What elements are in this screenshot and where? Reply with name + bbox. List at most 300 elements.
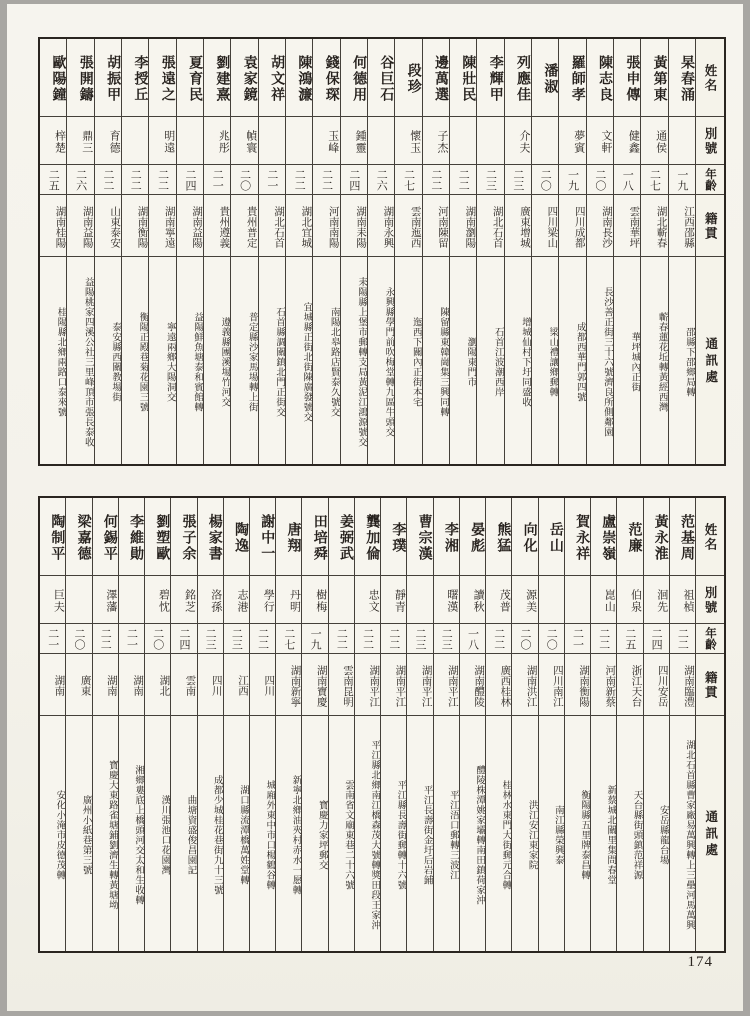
person-alias-cell: 通侯	[641, 117, 667, 165]
person-address-cell: 瀏陽東門市	[465, 336, 476, 387]
person-origin-cell: 雲南	[171, 654, 196, 716]
person-address-cell: 寶慶力家坪郵交	[316, 799, 327, 870]
person-age-cell: 一九	[302, 624, 327, 654]
person-address-cell: 新蔡城北關里集問春堂	[605, 784, 616, 885]
person-address-cell: 寧遠兩鄉大陽洞交	[164, 321, 175, 402]
person-alias-cell	[177, 117, 203, 165]
person-column	[170, 498, 196, 951]
person-origin-cell: 河南新蔡	[591, 654, 616, 716]
person-address-cell: 遵義縣團溪場竹河交	[219, 316, 230, 407]
person-column	[531, 39, 558, 464]
person-name-cell: 賀永祥	[565, 498, 590, 576]
person-origin-cell: 山東泰安	[95, 195, 121, 257]
person-age-cell: 二〇	[539, 624, 564, 654]
person-age-cell: 二五	[617, 624, 642, 654]
person-age-cell: 二二	[313, 165, 339, 195]
person-column	[616, 498, 642, 951]
person-alias-cell: 洄先	[644, 576, 669, 624]
person-origin-cell: 雲南昆明	[329, 654, 354, 716]
person-alias-cell: 崑山	[591, 576, 616, 624]
person-column	[275, 498, 301, 951]
person-alias-cell: 樹梅	[302, 576, 327, 624]
person-age-cell: 二七	[395, 165, 421, 195]
person-address-cell: 衡陽正殿巷菊花園三號	[137, 311, 148, 412]
person-age-cell: 二〇	[532, 165, 558, 195]
person-address-cell: 南陽北皋路店賢泰久號交	[328, 306, 339, 417]
person-alias-cell: 茂普	[486, 576, 511, 624]
person-name-cell: 李維勛	[119, 498, 144, 576]
person-column	[558, 39, 585, 464]
person-address-cell: 成都西華門郭四號	[574, 321, 585, 402]
person-name-cell: 李璞	[381, 498, 406, 576]
person-age-cell: 一八	[614, 165, 640, 195]
person-age-cell: 二一	[119, 624, 144, 654]
person-origin-cell: 江西邵縣	[669, 195, 695, 257]
person-column	[92, 498, 118, 951]
row-header-alias: 別號	[696, 117, 724, 165]
person-alias-cell: 幀寰	[231, 117, 257, 165]
person-origin-cell: 江西	[224, 654, 249, 716]
person-origin-cell: 河南陳留	[423, 195, 449, 257]
person-alias-cell: 祖楨	[670, 576, 695, 624]
person-alias-cell: 碧忱	[145, 576, 170, 624]
person-alias-cell: 曙漢	[434, 576, 459, 624]
person-name-cell: 谷巨石	[368, 39, 394, 117]
person-name-cell: 熊猛	[486, 498, 511, 576]
person-column	[230, 39, 257, 464]
person-age-cell: 二一	[204, 165, 230, 195]
person-alias-cell	[450, 117, 476, 165]
person-address-cell: 平江縣北鄉南江橋森茂大號轉獎田段王家沖	[369, 739, 380, 930]
person-alias-cell	[259, 117, 285, 165]
person-alias-cell	[565, 576, 590, 624]
person-age-cell: 二〇	[587, 165, 613, 195]
person-alias-cell	[122, 117, 148, 165]
person-address-cell: 宜城縣正街北街陳廣發號交	[301, 301, 312, 422]
person-origin-cell: 湖南洪江	[512, 654, 537, 716]
person-address-cell: 石首江波潮西岸	[492, 326, 503, 397]
person-origin-cell: 廣東	[66, 654, 91, 716]
person-origin-cell: 湖南瀏陽	[450, 195, 476, 257]
person-name-cell: 張遠之	[149, 39, 175, 117]
person-column	[340, 39, 367, 464]
person-alias-cell: 學行	[250, 576, 275, 624]
person-alias-cell	[532, 117, 558, 165]
person-name-cell: 范基周	[670, 498, 695, 576]
person-age-cell: 一八	[460, 624, 485, 654]
person-address-cell: 華坪城內正街	[629, 331, 640, 392]
person-column	[406, 498, 432, 951]
person-address-cell: 增城仙村下圩同盛收	[520, 316, 531, 407]
person-origin-cell: 湖南耒陽	[341, 195, 367, 257]
person-column	[394, 39, 421, 464]
person-age-cell: 二七	[276, 624, 301, 654]
person-origin-cell: 四川南江	[539, 654, 564, 716]
person-origin-cell: 湖南衡陽	[122, 195, 148, 257]
person-address-cell: 安岳縣龍台場	[657, 804, 668, 865]
person-alias-cell	[477, 117, 503, 165]
person-column	[485, 498, 511, 951]
person-alias-cell	[368, 117, 394, 165]
person-age-cell: 二〇	[145, 624, 170, 654]
person-age-cell: 二三	[477, 165, 503, 195]
person-column	[249, 498, 275, 951]
person-name-cell: 列應佳	[505, 39, 531, 117]
person-address-cell: 梁山禮讓鄉郵轉	[547, 326, 558, 397]
person-column	[538, 498, 564, 951]
person-address-cell: 平江長壽街金圩后岩鋪	[421, 784, 432, 885]
person-alias-cell	[286, 117, 312, 165]
person-age-cell: 二一	[565, 624, 590, 654]
person-origin-cell: 雲南迤西	[395, 195, 421, 257]
person-age-cell: 一九	[669, 165, 695, 195]
person-age-cell: 二〇	[66, 624, 91, 654]
person-column	[40, 39, 66, 464]
person-column	[40, 498, 65, 951]
person-age-cell: 二三	[224, 624, 249, 654]
person-origin-cell: 湖南益陽	[177, 195, 203, 257]
person-age-cell: 二二	[286, 165, 312, 195]
person-age-cell: 二六	[67, 165, 93, 195]
person-origin-cell: 湖南寧遠	[149, 195, 175, 257]
person-age-cell: 二二	[381, 624, 406, 654]
person-column	[476, 39, 503, 464]
header-column	[695, 498, 724, 951]
person-name-cell: 錢保琛	[313, 39, 339, 117]
person-column	[668, 39, 695, 464]
person-origin-cell: 雲南華坪	[614, 195, 640, 257]
person-name-cell: 陶制平	[40, 498, 65, 576]
person-origin-cell: 湖南平江	[355, 654, 380, 716]
person-age-cell: 二二	[122, 165, 148, 195]
person-origin-cell: 四川	[198, 654, 223, 716]
person-origin-cell: 四川	[250, 654, 275, 716]
person-alias-cell: 兆彤	[204, 117, 230, 165]
person-age-cell: 二〇	[512, 624, 537, 654]
person-column	[197, 498, 223, 951]
person-age-cell: 二五	[40, 165, 66, 195]
person-age-cell: 二二	[149, 165, 175, 195]
person-age-cell: 二二	[670, 624, 695, 654]
person-origin-cell: 湖北石首	[259, 195, 285, 257]
person-origin-cell: 湖南平江	[381, 654, 406, 716]
person-alias-cell: 梓楚	[40, 117, 66, 165]
person-name-cell: 曹宗漢	[407, 498, 432, 576]
person-address-cell: 邵縣下邵鄉局轉	[684, 326, 694, 397]
person-alias-cell: 鍾靈	[341, 117, 367, 165]
person-column	[504, 39, 531, 464]
person-address-cell: 城廂外東中市口楊鶴谷轉	[264, 779, 275, 890]
person-origin-cell: 四川成都	[559, 195, 585, 257]
person-name-cell: 盧崇嶺	[591, 498, 616, 576]
person-name-cell: 姜弼武	[329, 498, 354, 576]
person-alias-cell: 澤藩	[93, 576, 118, 624]
person-alias-cell: 育德	[95, 117, 121, 165]
person-name-cell: 梁嘉德	[66, 498, 91, 576]
person-address-cell: 南江縣榮興泰	[552, 804, 563, 865]
person-name-cell: 邊萬選	[423, 39, 449, 117]
person-column	[118, 498, 144, 951]
person-age-cell: 一九	[559, 165, 585, 195]
person-address-cell: 曲塘資盛俊昌園記	[185, 794, 196, 875]
person-address-cell: 天台縣街頭鎮范祥源	[631, 789, 642, 880]
person-address-cell: 洪江安江東家院	[526, 799, 537, 870]
person-age-cell: 二三	[407, 624, 432, 654]
person-column	[613, 39, 640, 464]
person-address-cell: 雲南省文廟東巷二十六號	[342, 779, 353, 890]
person-age-cell: 二二	[93, 624, 118, 654]
person-origin-cell: 貴州普定	[231, 195, 257, 257]
person-name-cell: 夏育民	[177, 39, 203, 117]
person-address-cell: 平江縣長壽街郵轉十六號	[395, 779, 406, 890]
person-alias-cell: 文軒	[587, 117, 613, 165]
person-column	[459, 498, 485, 951]
person-column	[94, 39, 121, 464]
person-name-cell: 劉塑歐	[145, 498, 170, 576]
row-header-origin: 籍貫	[696, 195, 724, 257]
person-name-cell: 范廉	[617, 498, 642, 576]
person-age-cell: 二二	[486, 624, 511, 654]
person-age-cell: 二二	[250, 624, 275, 654]
person-name-cell: 楊家書	[198, 498, 223, 576]
person-address-cell: 成都少城桂花巷街九十三號	[211, 774, 222, 895]
person-name-cell: 岳山	[539, 498, 564, 576]
person-column	[66, 39, 93, 464]
person-column	[643, 498, 669, 951]
person-name-cell: 陳志良	[587, 39, 613, 117]
person-alias-cell	[407, 576, 432, 624]
person-column	[312, 39, 339, 464]
person-name-cell: 李輝甲	[477, 39, 503, 117]
person-age-cell: 二四	[341, 165, 367, 195]
row-header-name: 姓名	[696, 498, 724, 576]
person-origin-cell: 湖南益陽	[67, 195, 93, 257]
person-age-cell: 二三	[505, 165, 531, 195]
person-column	[433, 498, 459, 951]
person-age-cell: 二七	[641, 165, 667, 195]
person-age-cell: 二三	[198, 624, 223, 654]
person-origin-cell: 湖南新寧	[276, 654, 301, 716]
person-address-cell: 泰安縣西關教場街	[110, 321, 121, 402]
person-name-cell: 何錫平	[93, 498, 118, 576]
person-column	[449, 39, 476, 464]
person-alias-cell	[119, 576, 144, 624]
person-age-cell: 二四	[171, 624, 196, 654]
top-registry-table	[38, 37, 726, 466]
person-address-cell: 衡陽縣五里牌泰昌轉	[579, 789, 590, 880]
person-alias-cell	[66, 576, 91, 624]
person-origin-cell: 湖南	[119, 654, 144, 716]
person-alias-cell: 健鑫	[614, 117, 640, 165]
person-age-cell: 二二	[355, 624, 380, 654]
person-name-cell: 陳鴻濂	[286, 39, 312, 117]
person-age-cell: 二一	[40, 624, 65, 654]
person-origin-cell: 廣東增城	[505, 195, 531, 257]
person-alias-cell: 靜青	[381, 576, 406, 624]
person-name-cell: 李湘	[434, 498, 459, 576]
person-alias-cell: 巨夫	[40, 576, 65, 624]
person-alias-cell: 鼎三	[67, 117, 93, 165]
person-origin-cell: 湖北宜城	[286, 195, 312, 257]
person-origin-cell: 貴州遵義	[204, 195, 230, 257]
person-origin-cell: 湖南醴陵	[460, 654, 485, 716]
person-origin-cell: 湖北	[145, 654, 170, 716]
person-column	[511, 498, 537, 951]
person-column	[590, 498, 616, 951]
person-address-cell: 新寧北鄉油夾村赤水一愿轉	[290, 774, 301, 895]
person-column	[354, 498, 380, 951]
person-address-cell: 廣州小紙巷第三號	[80, 794, 91, 875]
row-header-alias: 別號	[696, 576, 724, 624]
person-column	[422, 39, 449, 464]
person-column	[148, 39, 175, 464]
row-header-address: 通訊處	[703, 336, 718, 387]
person-origin-cell: 湖南衡陽	[565, 654, 590, 716]
person-address-cell: 益陽鮮魚塘泰和賓館轉	[192, 311, 203, 412]
person-alias-cell: 洛孫	[198, 576, 223, 624]
person-address-cell: 湖北石首縣曹家廠易萬興轉上三壘河馬萬興	[684, 739, 694, 930]
person-age-cell: 二一	[259, 165, 285, 195]
person-column	[367, 39, 394, 464]
person-alias-cell	[329, 576, 354, 624]
person-name-cell: 段珍	[395, 39, 421, 117]
person-alias-cell: 夢賓	[559, 117, 585, 165]
person-address-cell: 桂林水東門大街郵元合轉	[500, 779, 511, 890]
person-address-cell: 益陽桃家四溪公社三里峰頂市張長泰收	[82, 276, 93, 447]
person-address-cell: 永興縣學門前吹梅堂轉九區牛頭交	[383, 286, 394, 437]
person-age-cell: 二六	[368, 165, 394, 195]
person-column	[144, 498, 170, 951]
person-name-cell: 張申傳	[614, 39, 640, 117]
person-address-cell: 平江浯口郵轉三波江	[447, 789, 458, 880]
person-origin-cell: 湖南桂陽	[40, 195, 66, 257]
person-age-cell: 二〇	[231, 165, 257, 195]
person-name-cell: 唐翔	[276, 498, 301, 576]
person-alias-cell: 玉峰	[313, 117, 339, 165]
person-column	[380, 498, 406, 951]
person-column	[203, 39, 230, 464]
person-name-cell: 羅師孝	[559, 39, 585, 117]
person-column	[586, 39, 613, 464]
person-address-cell: 醴陵株潭姚家壩轉南田鎮荷家沖	[474, 764, 485, 905]
person-name-cell: 黃第東	[641, 39, 667, 117]
person-origin-cell: 浙江天台	[617, 654, 642, 716]
person-column	[285, 39, 312, 464]
person-column	[301, 498, 327, 951]
person-name-cell: 杲春涌	[669, 39, 695, 117]
person-address-cell: 漢川張池口花園灣	[159, 794, 170, 875]
person-name-cell: 龔加倫	[355, 498, 380, 576]
person-origin-cell: 湖南臨澧	[670, 654, 695, 716]
person-address-cell: 湖口縣流潭橋萬姓堂轉	[238, 784, 249, 885]
person-name-cell: 劉建熹	[204, 39, 230, 117]
person-age-cell: 二三	[434, 624, 459, 654]
person-origin-cell: 湖南	[93, 654, 118, 716]
person-alias-cell: 志港	[224, 576, 249, 624]
person-name-cell: 陳壯民	[450, 39, 476, 117]
person-alias-cell: 懷玉	[395, 117, 421, 165]
person-address-cell: 石首縣調關鎮北門正街交	[274, 306, 285, 417]
person-origin-cell: 湖北石首	[477, 195, 503, 257]
person-alias-cell: 伯泉	[617, 576, 642, 624]
person-alias-cell	[669, 117, 695, 165]
person-name-cell: 胡振甲	[95, 39, 121, 117]
person-address-cell: 迤西下關內正街本宅	[410, 316, 421, 407]
person-origin-cell: 湖南平江	[434, 654, 459, 716]
person-column	[121, 39, 148, 464]
person-age-cell: 二二	[423, 165, 449, 195]
person-origin-cell: 河南南陽	[313, 195, 339, 257]
person-origin-cell: 湖南平江	[407, 654, 432, 716]
person-address-cell: 耒陽縣上堡市郵轉支局黃泥江鴻源號交	[356, 276, 367, 447]
person-alias-cell: 明遠	[149, 117, 175, 165]
person-alias-cell: 源美	[512, 576, 537, 624]
row-header-age: 年齡	[696, 165, 724, 195]
person-name-cell: 何德用	[341, 39, 367, 117]
person-age-cell: 二四	[177, 165, 203, 195]
person-address-cell: 陳留縣東韓崗集三興同轉	[438, 306, 449, 417]
row-header-name: 姓名	[696, 39, 724, 117]
row-header-origin: 籍貫	[696, 654, 724, 716]
person-column	[223, 498, 249, 951]
person-name-cell: 張子余	[171, 498, 196, 576]
person-age-cell: 二二	[329, 624, 354, 654]
page-number: 174	[687, 954, 713, 970]
person-age-cell: 二二	[95, 165, 121, 195]
person-address-cell: 蘄春蓮花坵轉黃經西灣	[656, 311, 667, 412]
person-alias-cell: 丹明	[276, 576, 301, 624]
person-address-cell: 寶慶大東路雀塘鋪劉濟生轉黃塘坳	[106, 759, 117, 910]
person-column	[669, 498, 695, 951]
person-origin-cell: 四川梁山	[532, 195, 558, 257]
bottom-registry-table	[38, 496, 726, 953]
person-column	[640, 39, 667, 464]
person-name-cell: 歐陽鐘	[40, 39, 66, 117]
person-address-cell: 安化小淹市皮德茂轉	[54, 789, 65, 880]
person-name-cell: 黃永淮	[644, 498, 669, 576]
person-name-cell: 謝中一	[250, 498, 275, 576]
person-name-cell: 潘淑	[532, 39, 558, 117]
person-column	[564, 498, 590, 951]
person-name-cell: 晏彪	[460, 498, 485, 576]
header-column	[695, 39, 724, 464]
person-name-cell: 田培舜	[302, 498, 327, 576]
person-alias-cell	[539, 576, 564, 624]
person-alias-cell: 讀秋	[460, 576, 485, 624]
person-column	[258, 39, 285, 464]
person-origin-cell: 廣西桂林	[486, 654, 511, 716]
person-origin-cell: 湖南寶慶	[302, 654, 327, 716]
person-name-cell: 袁家鏡	[231, 39, 257, 117]
person-alias-cell: 忠文	[355, 576, 380, 624]
person-name-cell: 胡文祥	[259, 39, 285, 117]
person-address-cell: 長沙善正街三十六號濟良所側鄰園	[602, 286, 613, 437]
person-column	[328, 498, 354, 951]
person-age-cell: 二四	[644, 624, 669, 654]
person-origin-cell: 四川安岳	[644, 654, 669, 716]
person-age-cell: 二二	[450, 165, 476, 195]
person-name-cell: 張開鑄	[67, 39, 93, 117]
paper-page	[7, 4, 743, 1011]
row-header-age: 年齡	[696, 624, 724, 654]
person-name-cell: 向化	[512, 498, 537, 576]
person-origin-cell: 湖南永興	[368, 195, 394, 257]
person-address-cell: 桂陽縣北鄉兩路口泰來號	[55, 306, 66, 417]
person-address-cell: 普定縣沙家馬場轉上街	[246, 311, 257, 412]
person-alias-cell: 銘芝	[171, 576, 196, 624]
row-header-address: 通訊處	[703, 809, 718, 860]
person-column	[65, 498, 91, 951]
